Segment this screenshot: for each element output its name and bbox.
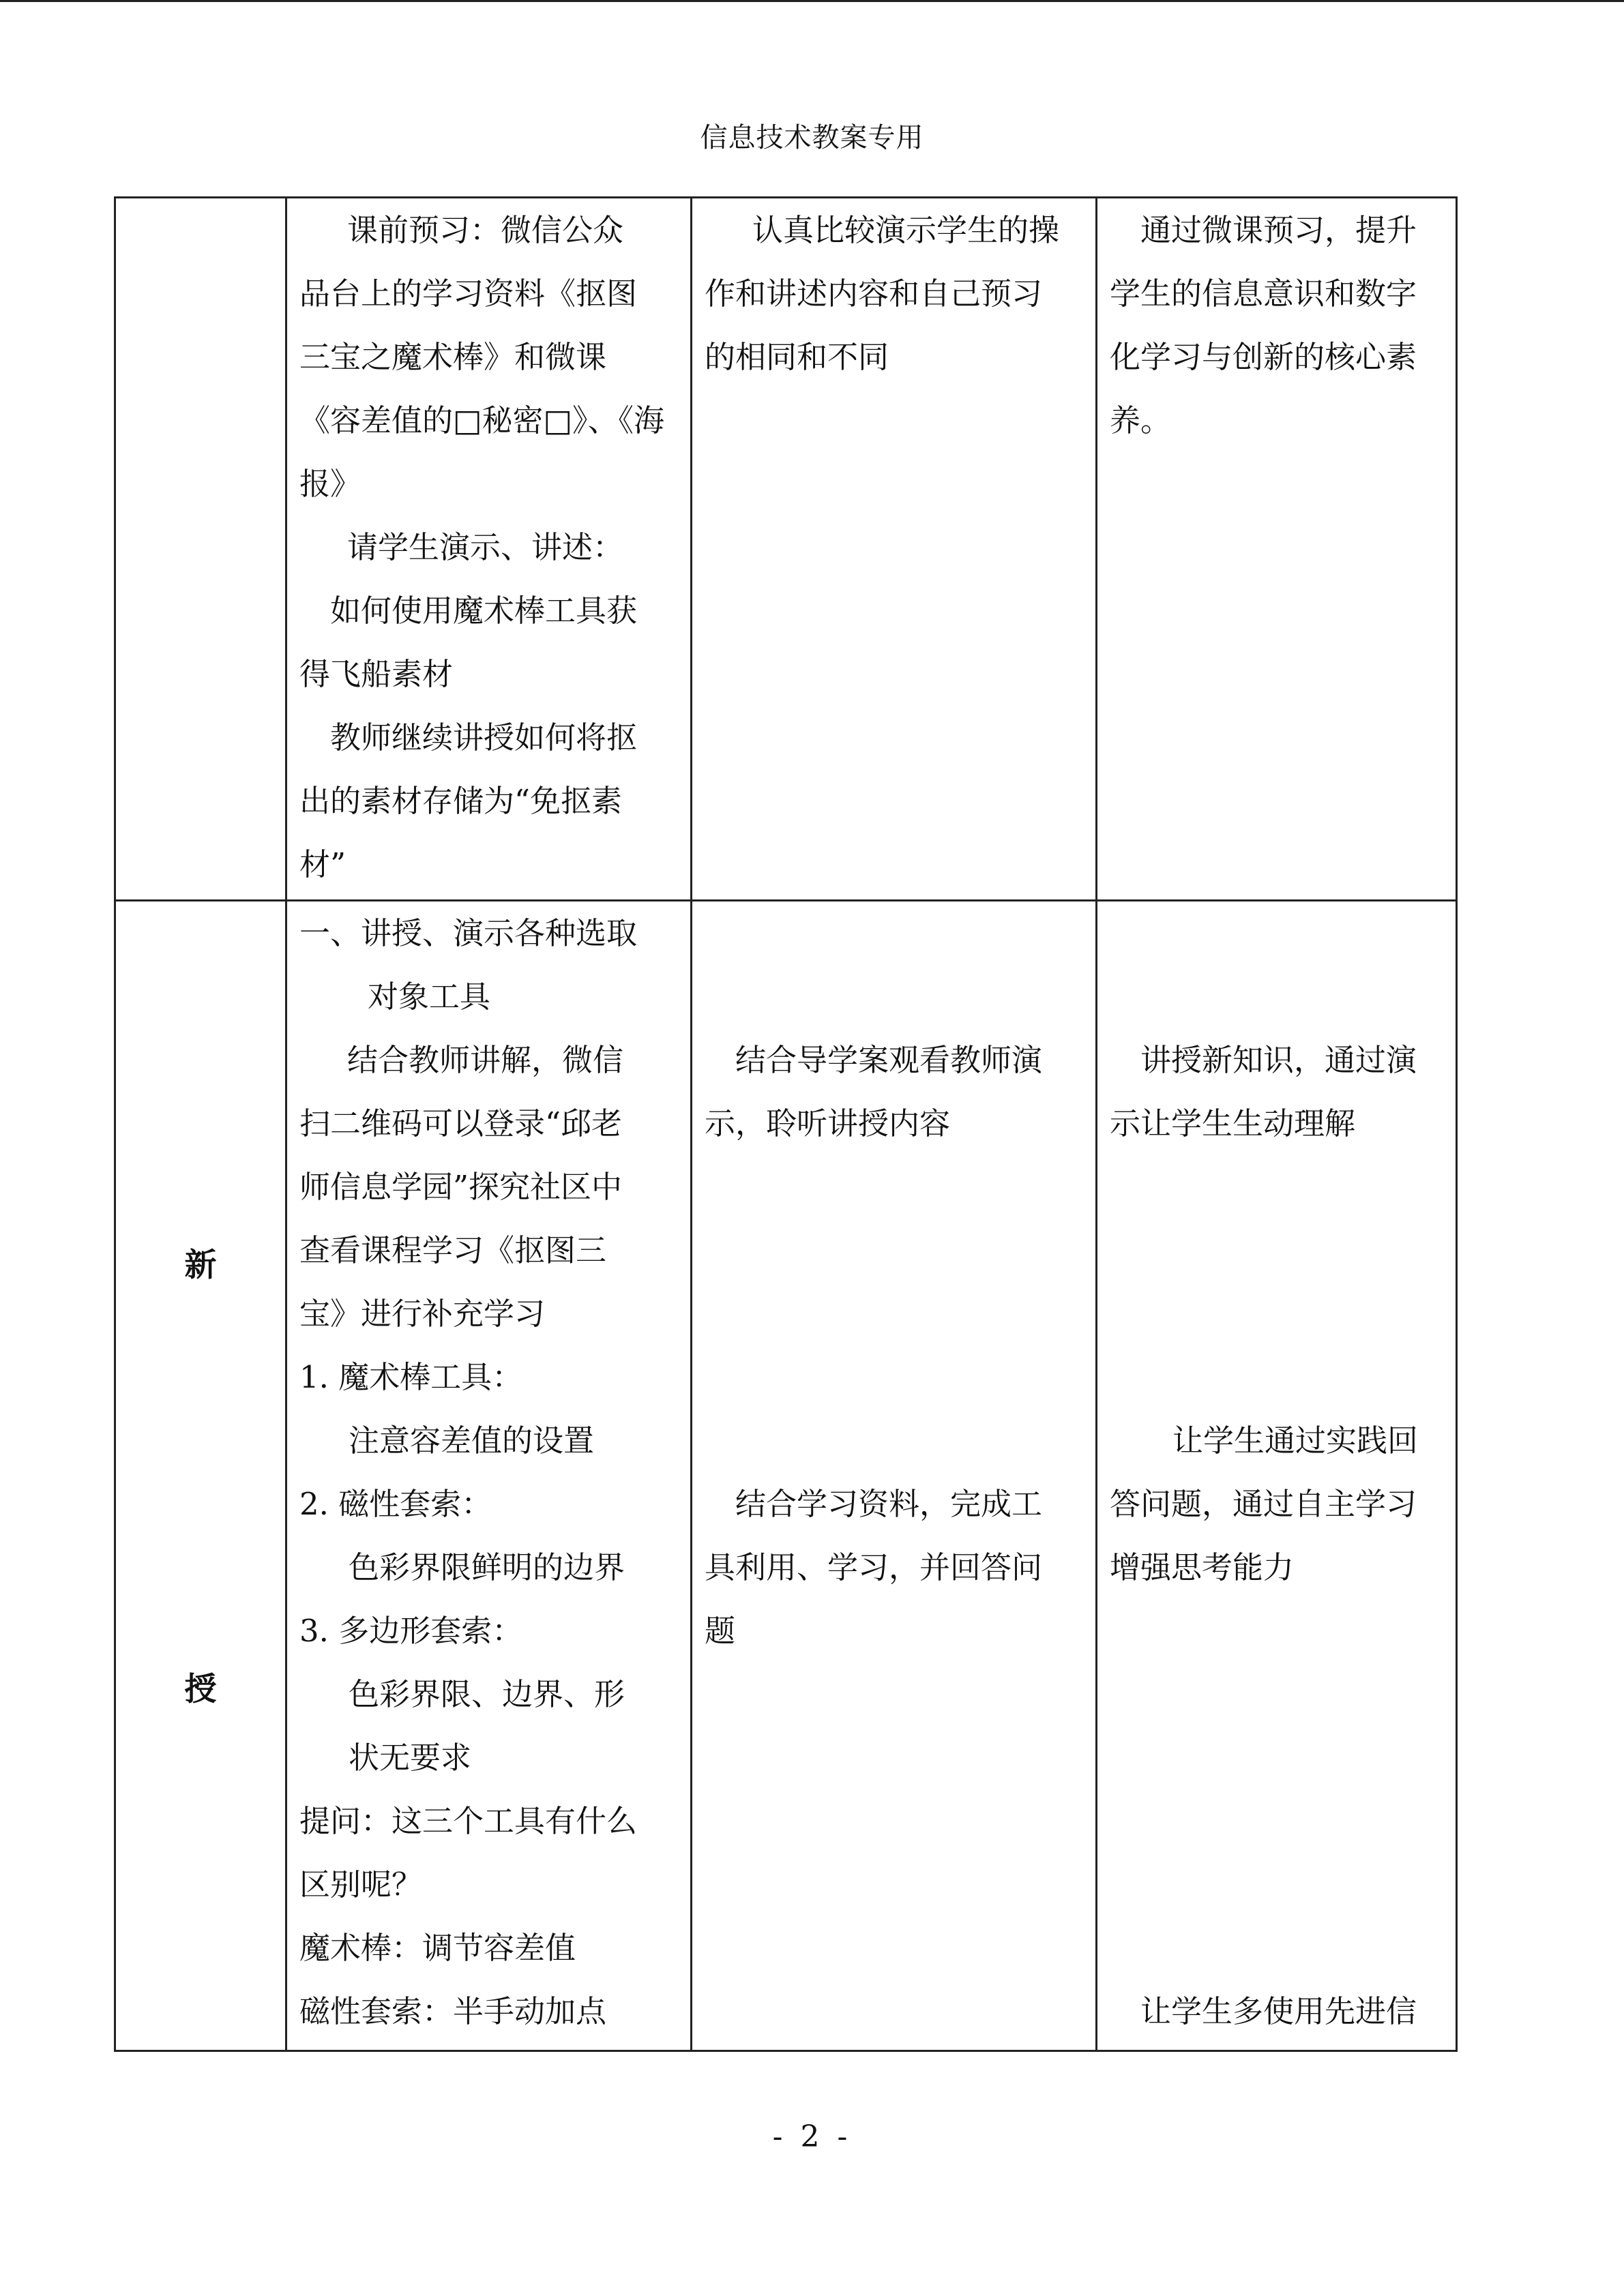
text-line: 的相同和不同: [705, 339, 889, 375]
text-line: 区别呢？: [299, 1866, 423, 1903]
text-line: 请学生演示、讲述：: [347, 529, 624, 565]
stage-cell: [115, 198, 286, 901]
text-line: 报》: [299, 466, 361, 502]
text-line: 一、讲授、演示各种选取: [299, 915, 638, 951]
lesson-plan-table: [114, 196, 1458, 2052]
text-line: 对象工具: [368, 979, 491, 1015]
text-line: 具利用、学习，并回答问: [705, 1549, 1043, 1585]
text-line: 得飞船素材: [299, 656, 454, 692]
text-line: 示让学生生动理解: [1110, 1105, 1356, 1142]
teacher-activity-cell: [286, 901, 692, 2051]
text-line: 作和讲述内容和自己预习: [705, 275, 1043, 312]
text-line: 养。: [1110, 402, 1172, 438]
text-line: 增强思考能力: [1110, 1549, 1295, 1585]
text-line: 答问题，通过自主学习: [1110, 1486, 1417, 1522]
design-intent-cell: [1097, 198, 1457, 901]
student-activity-cell: [692, 901, 1097, 2051]
text-line: 1. 魔术棒工具：: [299, 1359, 523, 1395]
text-line: 结合教师讲解，微信: [347, 1042, 624, 1078]
teacher-activity-cell: [286, 198, 692, 901]
text-line: 出的素材存储为“免抠素: [299, 783, 623, 819]
text-line: 结合导学案观看教师演: [735, 1042, 1043, 1078]
table-row: [115, 901, 1457, 2051]
stage-label-top: 新: [184, 1247, 217, 1284]
text-line: 让学生通过实践回: [1172, 1422, 1419, 1459]
text-line: 学生的信息意识和数字: [1110, 275, 1417, 312]
design-intent-cell: [1097, 901, 1457, 2051]
text-line: 结合学习资料，完成工: [735, 1486, 1043, 1522]
text-line: 题: [705, 1613, 736, 1649]
stage-cell: [115, 901, 286, 2051]
text-line: 磁性套索：半手动加点: [299, 1993, 607, 2029]
text-line: 查看课程学习《抠图三: [299, 1232, 607, 1268]
text-line: 宝》进行补充学习: [299, 1296, 546, 1332]
text-line: 状无要求: [349, 1740, 472, 1776]
text-line: 提问：这三个工具有什么: [299, 1803, 638, 1839]
text-line: 示，聆听讲授内容: [705, 1105, 951, 1142]
text-line: 3. 多边形套索：: [299, 1613, 523, 1649]
page-header: 信息技术教案专用: [700, 122, 924, 153]
text-line: 注意容差值的设置: [349, 1422, 595, 1459]
text-line: 色彩界限、边界、形: [349, 1676, 625, 1712]
text-line: 师信息学园”探究社区中: [299, 1169, 623, 1205]
text-line: 通过微课预习，提升: [1140, 212, 1417, 248]
text-line: 扫二维码可以登录“邱老: [299, 1105, 623, 1142]
page-number: - 2 -: [772, 2119, 852, 2154]
text-line: 认真比较演示学生的操: [752, 212, 1060, 248]
text-line: 品台上的学习资料《抠图: [299, 275, 638, 312]
text-line: 材”: [299, 846, 346, 882]
table-row: [115, 198, 1457, 901]
text-line: 课前预习：微信公众: [347, 212, 624, 248]
top-border-line: [0, 0, 1624, 2]
text-line: 让学生多使用先进信: [1140, 1993, 1417, 2029]
text-line: 《容差值的□秘密□》、《海: [299, 402, 665, 438]
text-line: 色彩界限鲜明的边界: [349, 1549, 625, 1585]
text-line: 讲授新知识，通过演: [1140, 1042, 1417, 1078]
stage-label-bottom: 授: [184, 1671, 217, 1708]
text-line: 三宝之魔术棒》和微课: [299, 339, 607, 375]
text-line: 魔术棒：调节容差值: [299, 1930, 576, 1966]
text-line: 如何使用魔术棒工具获: [330, 593, 638, 629]
text-line: 2. 磁性套索：: [299, 1486, 492, 1522]
student-activity-cell: [692, 198, 1097, 901]
text-line: 教师继续讲授如何将抠: [330, 719, 638, 756]
text-line: 化学习与创新的核心素: [1110, 339, 1417, 375]
